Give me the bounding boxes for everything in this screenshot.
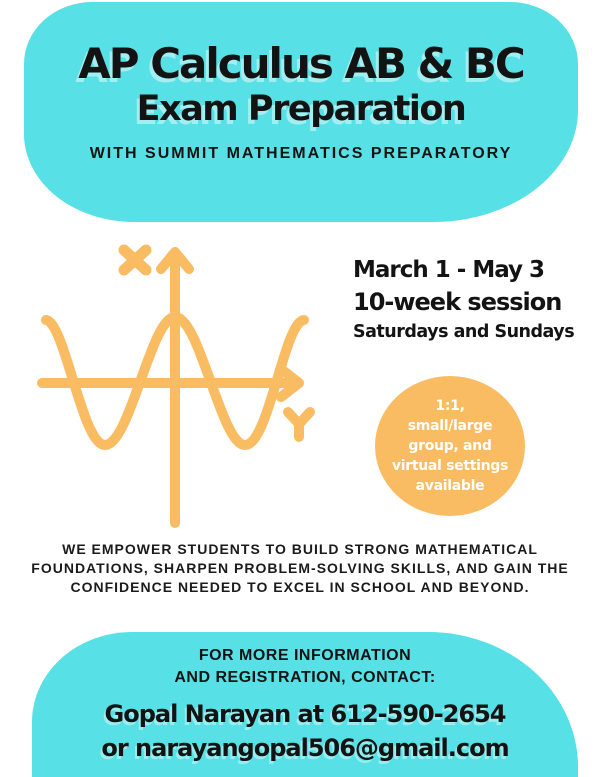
schedule-days: Saturdays and Sundays bbox=[353, 321, 575, 342]
header-subtitle: WITH SUMMIT MATHEMATICS PREPARATORY bbox=[89, 145, 513, 163]
mission-statement bbox=[0, 540, 600, 597]
x-axis-label-icon bbox=[124, 250, 146, 270]
y-axis-label-icon bbox=[288, 412, 310, 437]
mission-line: FOUNDATIONS, SHARPEN PROBLEM-SOLVING SKILLS, AND GAIN THE bbox=[31, 560, 569, 576]
settings-badge-line: virtual settings bbox=[391, 458, 509, 474]
settings-badge-line: available bbox=[415, 478, 485, 494]
contact-heading-line2: AND REGISTRATION, CONTACT: bbox=[174, 669, 436, 686]
sine-graph-illustration bbox=[20, 230, 340, 540]
mission-line: WE EMPOWER STUDENTS TO BUILD STRONG MATHEMATICAL bbox=[62, 541, 538, 557]
mission-line: CONFIDENCE NEEDED TO EXCEL IN SCHOOL AND BEYOND. bbox=[70, 579, 530, 595]
settings-badge bbox=[375, 376, 525, 516]
schedule-dates: March 1 - May 3 bbox=[353, 257, 545, 283]
settings-badge-line: group, and bbox=[408, 438, 492, 454]
schedule-duration: 10-week session bbox=[353, 288, 562, 317]
header-blob bbox=[24, 2, 578, 222]
settings-badge-line: small/large bbox=[407, 418, 493, 434]
schedule-block bbox=[353, 254, 588, 344]
settings-badge-line: 1:1, bbox=[435, 398, 465, 414]
contact-heading-line1: FOR MORE INFORMATION bbox=[198, 647, 412, 664]
sine-graph-svg bbox=[20, 230, 340, 540]
contact-email: or narayangopal506@gmail.com bbox=[101, 734, 509, 762]
page-title-line1: AP Calculus AB & BC bbox=[78, 39, 524, 88]
page-title-line2: Exam Preparation bbox=[136, 89, 466, 130]
contact-name-phone: Gopal Narayan at 612-590-2654 bbox=[104, 700, 506, 728]
footer-contact-blob bbox=[32, 632, 578, 777]
